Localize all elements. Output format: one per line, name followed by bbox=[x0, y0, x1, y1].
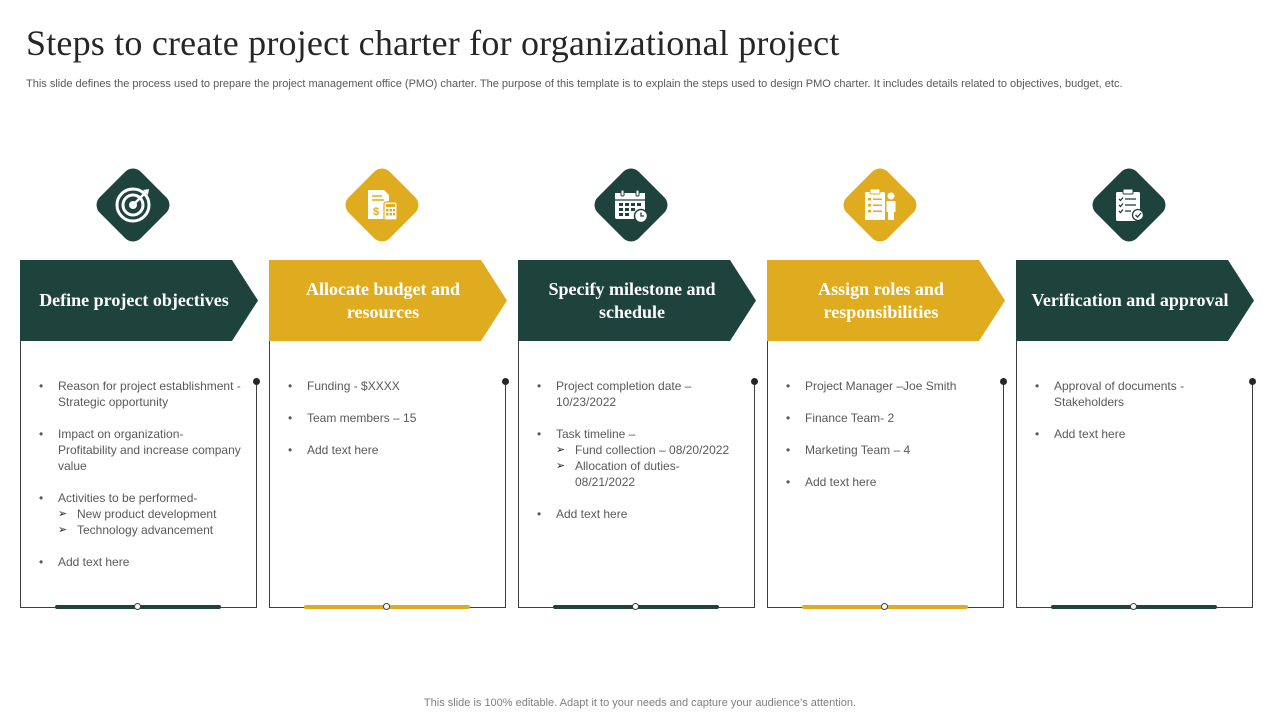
list-item-text: Impact on organization- Profitability and increase company value bbox=[58, 427, 241, 473]
footer-note: This slide is 100% editable. Adapt it to your needs and capture your audience’s attention. bbox=[423, 697, 857, 709]
list-item-text: Approval of documents - Stakeholders bbox=[1054, 379, 1185, 409]
step-title: Assign roles and responsibilities bbox=[818, 278, 944, 322]
list-item bbox=[534, 378, 739, 410]
step-specify-milestone bbox=[518, 0, 758, 720]
connector-dot bbox=[502, 378, 509, 385]
card-connector-line bbox=[754, 382, 755, 608]
sub-list bbox=[556, 442, 739, 490]
list-item-text: Project completion date – 10/23/2022 bbox=[556, 379, 692, 409]
bottom-dot bbox=[881, 603, 888, 610]
card-connector-line bbox=[256, 382, 257, 608]
list-item-text: Marketing Team – 4 bbox=[805, 443, 911, 457]
list-item-text: Add text here bbox=[1054, 427, 1126, 441]
bottom-dot bbox=[1130, 603, 1137, 610]
sub-list-item: ➢ Allocation of duties- 08/21/2022 bbox=[556, 458, 739, 490]
calendar-clock-icon bbox=[611, 185, 651, 225]
card-connector-line bbox=[1003, 382, 1004, 608]
list-item bbox=[783, 378, 988, 394]
step-verification bbox=[1016, 0, 1256, 720]
list-item bbox=[285, 410, 490, 426]
step-title: Specify milestone and schedule bbox=[548, 278, 716, 322]
connector-dot bbox=[1249, 378, 1256, 385]
list-item-text: Finance Team- 2 bbox=[805, 411, 895, 425]
list-item bbox=[783, 442, 988, 458]
list-item bbox=[534, 506, 739, 522]
list-item bbox=[1032, 378, 1237, 410]
list-item bbox=[36, 554, 241, 570]
list-item-text: Project Manager –Joe Smith bbox=[805, 379, 957, 393]
connector-dot bbox=[1000, 378, 1007, 385]
list-item-text: Team members – 15 bbox=[307, 411, 417, 425]
list-item-text: Add text here bbox=[556, 507, 628, 521]
list-item-text: Funding - $XXXX bbox=[307, 379, 400, 393]
step-bullet-list bbox=[285, 378, 490, 474]
list-item-text: Add text here bbox=[307, 443, 379, 457]
list-item-text: Add text here bbox=[805, 475, 877, 489]
card-connector-line bbox=[505, 382, 506, 608]
page-subtitle: This slide defines the process used to prepare the project management office (PMO) charter. The purpose of this template is to explain the steps used to design PMO charter. It includes details related to objectives, budget, etc. bbox=[26, 78, 1123, 90]
step-bullet-list bbox=[534, 378, 739, 538]
list-item bbox=[36, 378, 241, 410]
bottom-dot bbox=[383, 603, 390, 610]
card-connector-line bbox=[1252, 382, 1253, 608]
list-item bbox=[783, 410, 988, 426]
checklist-approval-icon bbox=[1109, 185, 1149, 225]
sub-list bbox=[58, 506, 241, 538]
list-item bbox=[783, 474, 988, 490]
list-item bbox=[36, 490, 241, 538]
list-item bbox=[285, 442, 490, 458]
step-title: Define project objectives bbox=[39, 290, 229, 310]
sub-list-item: ➢ New product development bbox=[58, 506, 241, 522]
list-item bbox=[285, 378, 490, 394]
step-allocate-budget bbox=[269, 0, 509, 720]
step-assign-roles bbox=[767, 0, 1007, 720]
step-bullet-list bbox=[36, 378, 241, 586]
step-define-objectives bbox=[20, 0, 260, 720]
bottom-dot bbox=[632, 603, 639, 610]
list-item bbox=[1032, 426, 1237, 442]
page-title: Steps to create project charter for organizational project bbox=[26, 23, 840, 63]
connector-dot bbox=[751, 378, 758, 385]
clipboard-person-icon bbox=[860, 185, 900, 225]
step-title: Allocate budget and resources bbox=[305, 278, 460, 322]
list-item-text: Activities to be performed- bbox=[58, 491, 198, 505]
sub-list-item: ➢ Fund collection – 08/20/2022 bbox=[556, 442, 739, 458]
step-bullet-list bbox=[783, 378, 988, 506]
list-item bbox=[534, 426, 739, 490]
budget-calculator-icon bbox=[362, 185, 402, 225]
list-item-text: Reason for project establishment - Strategic opportunity bbox=[58, 379, 241, 409]
target-icon bbox=[113, 185, 153, 225]
sub-list-item: ➢ Technology advancement bbox=[58, 522, 241, 538]
svg-text:$: $ bbox=[373, 206, 380, 218]
list-item-text: Task timeline – bbox=[556, 427, 636, 441]
list-item bbox=[36, 426, 241, 474]
connector-dot bbox=[253, 378, 260, 385]
step-bullet-list bbox=[1032, 378, 1237, 458]
step-title: Verification and approval bbox=[1031, 290, 1229, 310]
bottom-dot bbox=[134, 603, 141, 610]
list-item-text: Add text here bbox=[58, 555, 130, 569]
